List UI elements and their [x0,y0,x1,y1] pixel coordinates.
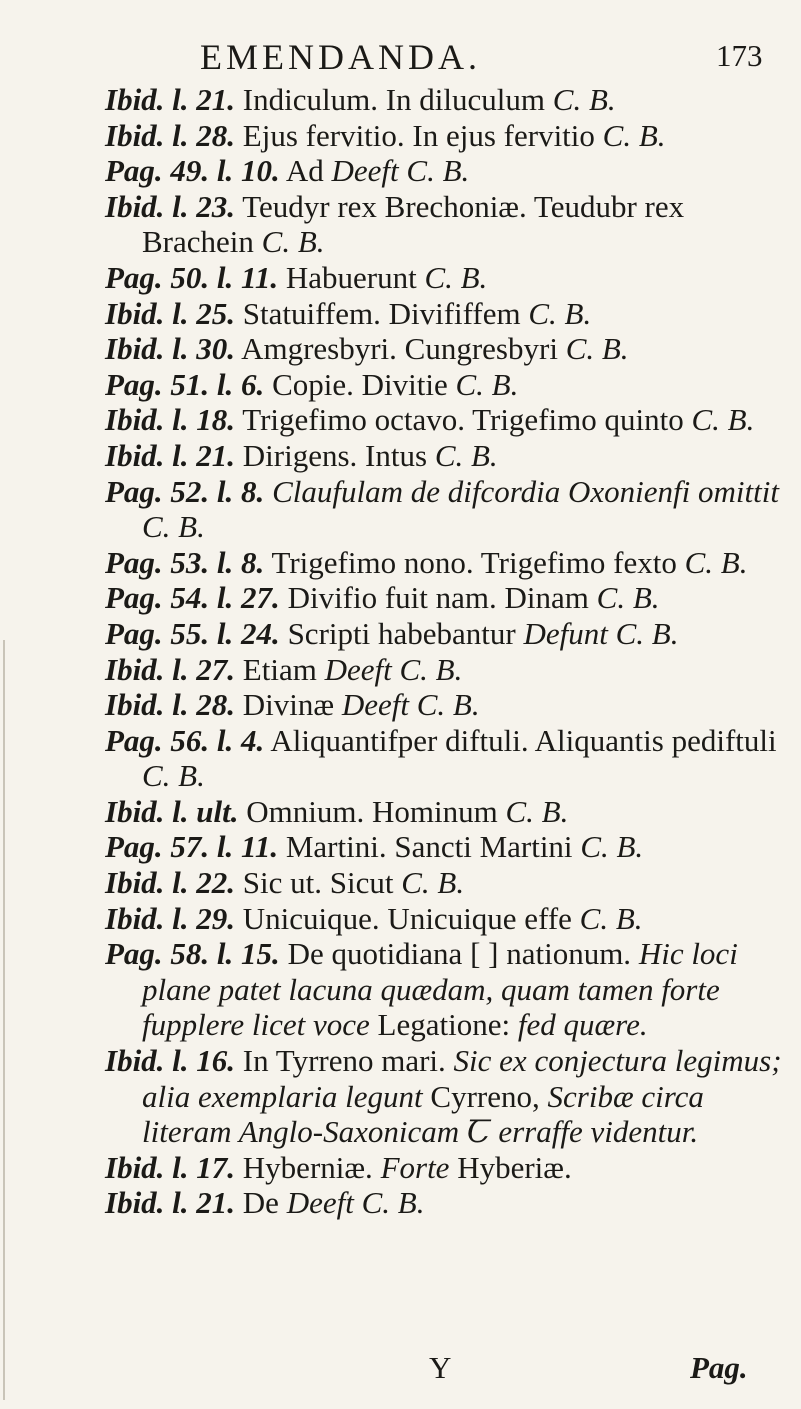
entry-source-siglum: C. B. [401,865,465,901]
entry-source-siglum: C. B. [406,153,470,189]
entry-text: De quotidiana [ ] nationum. [279,936,639,972]
entry-text: In Tyrreno mari. [235,1043,454,1079]
entry-reference: Pag. 49. l. 10. [105,153,280,189]
entry-reference: Pag. 53. l. 8. [105,544,265,580]
entry-text: Etiam [235,651,325,687]
entry-text: Sic ut. Sicut [235,865,402,901]
entry-source-siglum: C. B. [434,437,498,473]
errata-entry [105,296,785,332]
entry-text: Cyrreno, [422,1078,548,1114]
errata-entry [105,901,785,937]
entry-source-siglum: C. B. [142,509,205,545]
errata-entry [105,1185,785,1221]
entry-text: De [235,1185,287,1221]
entry-reference: Pag. 51. l. 6. [105,366,265,402]
entry-reference: Ibid. l. 28. [105,117,236,153]
entry-reference: Ibid. l. 27. [105,651,236,687]
errata-entry [105,153,785,189]
entry-source-siglum: C. B. [142,758,205,794]
signature-mark: Y [429,1350,452,1385]
entry-source-siglum: C. B. [580,829,644,865]
errata-entry [105,616,785,652]
entry-reference: Ibid. l. ult. [105,793,239,829]
entry-text: Teudyr rex Brechoniæ. Teudubr rex Brachein [142,188,685,260]
entry-reference: Pag. 54. l. 27. [105,580,280,616]
entry-text: Habuerunt [278,259,425,295]
entry-text [264,474,272,509]
entry-source-siglum: C. B. [505,793,569,829]
page-number: 173 [716,38,763,73]
entry-reference: Ibid. l. 22. [105,865,236,901]
page-footer [0,1350,801,1390]
entry-text [409,687,417,722]
entry-source-siglum: C. B. [684,544,748,580]
entry-text: Amgresbyri. Cungresbyri [235,331,566,367]
entry-reference: Ibid. l. 23. [105,188,236,224]
entry-text: Unicuique. Unicuique effe [235,900,580,936]
entry-italic-text: Claufulam de difcordia Oxonienfi omittit [272,473,779,509]
entry-italic-text: fed quære. [517,1007,648,1043]
entry-italic-text: Defunt [523,615,608,651]
entry-text [354,1185,362,1220]
errata-entry [105,82,785,118]
entry-reference: Pag. 50. l. 11. [105,259,279,295]
entry-reference: Pag. 56. l. 4. [105,722,265,758]
entry-source-siglum: C. B. [691,402,755,438]
errata-entry [105,1043,785,1150]
entry-text: Ad [279,153,332,189]
errata-entry [105,829,785,865]
entry-text: Aliquantifper diftuli. Aliquantis pediftuli [264,722,777,758]
entry-italic-text: Hic loci plane patet lacuna quædam, quam tamen forte fupplere licet voce [142,936,738,1043]
errata-entry [105,936,785,1043]
errata-entry [105,331,785,367]
page-edge-line [3,640,5,1400]
entry-reference: Ibid. l. 17. [105,1149,236,1185]
entry-italic-text: Scribæ circa literam Anglo-Saxonicam Ꞇ erraffe videntur. [142,1078,704,1150]
entry-source-siglum: C. B. [615,615,679,651]
errata-entry [105,652,785,688]
entry-reference: Ibid. l. 21. [105,437,236,473]
errata-entry [105,580,785,616]
entry-text: Trigefimo octavo. Trigefimo quinto [235,402,692,438]
entry-reference: Ibid. l. 21. [105,82,236,117]
entry-source-siglum: C. B. [602,117,666,153]
entry-reference: Ibid. l. 21. [105,1185,236,1221]
entry-text: Statuiffem. Divififfem [235,295,529,331]
entry-reference: Ibid. l. 29. [105,900,236,936]
entry-source-siglum: C. B. [399,651,463,687]
entry-reference: Ibid. l. 16. [105,1043,236,1079]
entry-reference: Ibid. l. 25. [105,295,236,331]
entry-text: Dirigens. Intus [235,437,435,473]
errata-entry [105,438,785,474]
entry-italic-text: Deeft [341,687,409,723]
entry-source-siglum: C. B. [455,366,519,402]
errata-list [105,82,785,1221]
errata-entry [105,189,785,260]
entry-source-siglum: C. B. [424,259,488,295]
entry-italic-text: Deeft [331,153,399,189]
entry-italic-text: Forte [380,1149,450,1185]
entry-reference: Pag. 55. l. 24. [105,615,280,651]
entry-text: Indiculum. In diluculum [235,82,553,117]
errata-entry [105,865,785,901]
errata-entry [105,118,785,154]
entry-source-siglum: C. B. [565,331,629,367]
entry-text: Martini. Sancti Martini [278,829,581,865]
entry-italic-text: Deeft [324,651,392,687]
entry-source-siglum: C. B. [261,224,325,260]
errata-entry [105,402,785,438]
entry-reference: Pag. 57. l. 11. [105,829,279,865]
errata-entry [105,545,785,581]
errata-entry [105,794,785,830]
entry-source-siglum: C. B. [552,82,616,117]
catchword: Pag. [690,1350,748,1385]
entry-italic-text: Deeft [286,1185,354,1221]
entry-text: Divinæ [235,687,342,723]
errata-entry [105,367,785,403]
entry-reference: Ibid. l. 30. [105,331,236,367]
entry-source-siglum: C. B. [361,1185,425,1221]
page-header [0,36,801,76]
entry-text: Divifio fuit nam. Dinam [279,580,597,616]
entry-text: Omnium. Hominum [238,793,506,829]
entry-text: Trigefimo nono. Trigefimo fexto [264,544,685,580]
errata-entry [105,260,785,296]
entry-reference: Pag. 58. l. 15. [105,936,280,972]
entry-source-siglum: C. B. [416,687,480,723]
entry-text: Legatione: [369,1007,518,1043]
entry-reference: Ibid. l. 18. [105,402,236,438]
entry-text [608,616,616,651]
entry-text: Hyberiæ. [449,1149,572,1185]
entry-source-siglum: C. B. [528,295,592,331]
entry-text: Hyberniæ. [235,1149,381,1185]
running-title: EMENDANDA. [200,37,481,77]
errata-entry [105,1150,785,1186]
entry-text: Scripti habebantur [279,615,524,651]
errata-entry [105,474,785,545]
entry-text: Copie. Divitie [264,366,456,402]
entry-reference: Pag. 52. l. 8. [105,473,265,509]
entry-text: Ejus fervitio. In ejus fervitio [235,117,603,153]
errata-entry [105,723,785,794]
entry-source-siglum: C. B. [596,580,660,616]
entry-reference: Ibid. l. 28. [105,687,236,723]
entry-italic-text: Sic ex conjectura legimus; alia exemplaria legunt [142,1043,782,1114]
errata-entry [105,687,785,723]
entry-source-siglum: C. B. [579,900,643,936]
